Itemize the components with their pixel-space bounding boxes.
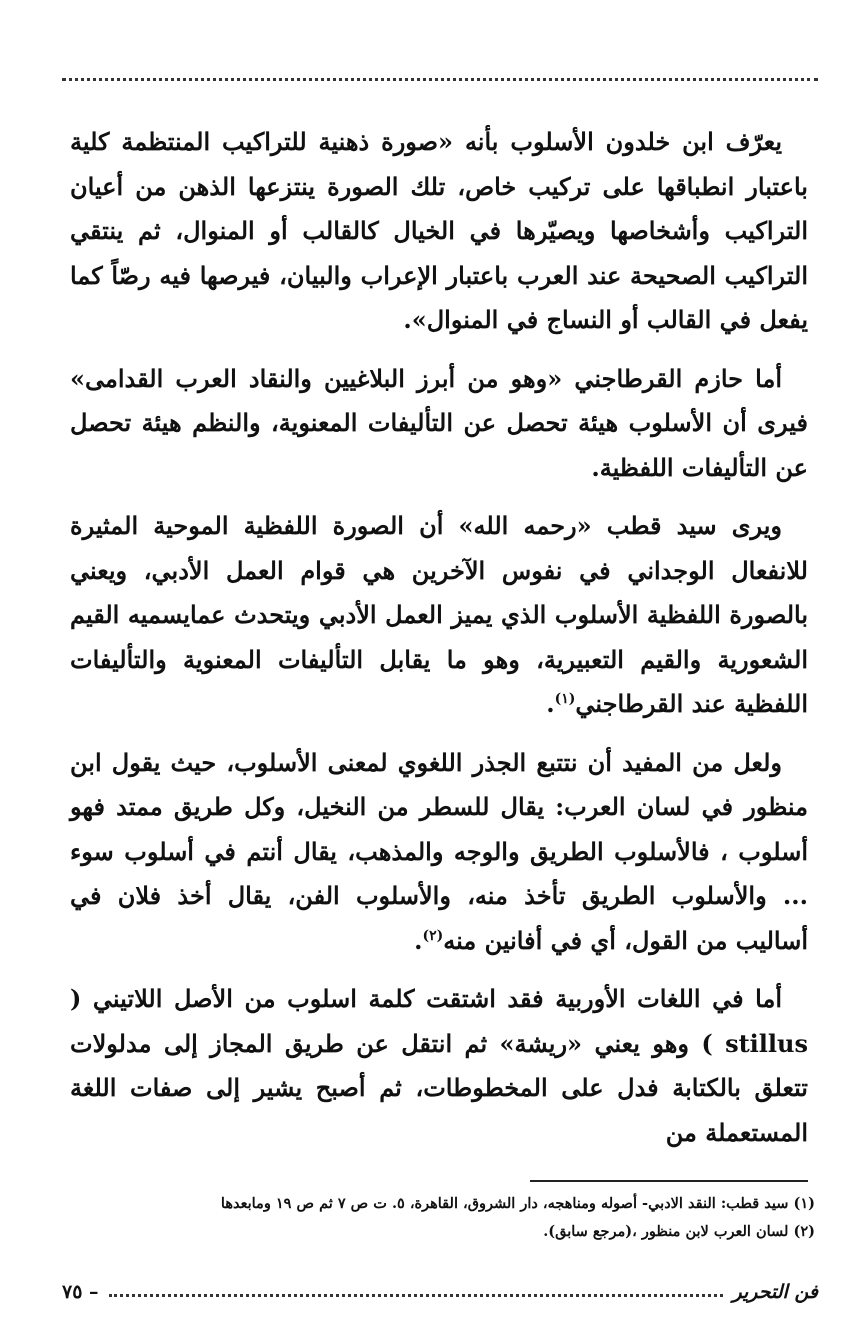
paragraph-3: ويرى سيد قطب «رحمه الله» أن الصورة اللفظية الموحية المثيرة للانفعال الوجداني في نفوس الآخرين هي قوام العمل الأدبي، ويعني بالصورة اللفظية الأسلوب الذي يميز العمل الأدبي ويتحدث عمايسميه القيم الشعورية والقيم التعبيرية، وهو ما يقابل التأليفات المعنوية والتأليفات اللفظية عند القرطاجني$^{(١)}$.	[70, 511, 808, 718]
page-footer	[62, 1277, 818, 1307]
paragraph-5: أما في اللغات الأوربية فقد اشتقت كلمة اسلوب من الأصل اللاتيني ( stillus ) وهو يعني «ريشة» ثم انتقل عن طريق المجاز إلى مدلولات تتعلق بالكتابة فدل على المخطوطات، ثم أصبح يشير إلى صفات اللغة المستعملة من	[70, 984, 808, 1147]
main-text	[70, 120, 808, 1169]
paragraph-2: أما حازم القرطاجني «وهو من أبرز البلاغيين والنقاد العرب القدامى» فيرى أن الأسلوب هيئة تحصل عن التأليفات المعنوية، والنظم هيئة تحصل عن التأليفات اللفظية.	[70, 363, 808, 482]
paragraph-4: ولعل من المفيد أن نتتبع الجذر اللغوي لمعنى الأسلوب، حيث يقول ابن منظور في لسان العرب: يقال للسطر من النخيل، وكل طريق ممتد فهو أسلوب ، فالأسلوب الطريق والوجه والمذهب، يقال أنتم في أسلوب سوء ... والأسلوب الطريق تأخذ منه، والأسلوب الفن، يقال أخذ فلان في أساليب من القول، أي في أفانين منه$^{(٢)}$.	[70, 747, 808, 955]
book-title: فن التحرير	[732, 1281, 818, 1303]
footnote-1: (١) سيد قطب: النقد الادبي- أصوله ومناهجه، دار الشروق، القاهرة، ٥. ت ص ٧ ثم ص ١٩ ومابعدها	[220, 1195, 815, 1212]
footnote-separator	[530, 1180, 808, 1182]
page-number: – ٧٥	[62, 1281, 99, 1303]
top-dotted-rule	[62, 78, 818, 81]
footnote-2: (٢) لسان العرب لابن منظور ،(مرجع سابق).	[543, 1223, 815, 1240]
footnotes	[70, 1190, 815, 1246]
footnote-ref-2: (٢)	[422, 927, 444, 944]
paragraph-1: يعرّف ابن خلدون الأسلوب بأنه «صورة ذهنية للتراكيب المنتظمة كلية باعتبار انطباقها على تركيب خاص، تلك الصورة ينتزعها الذهن من أعيان التراكيب وأشخاصها ويصيّرها في الخيال كالقالب أو المنوال، ثم ينتقي التراكيب الصحيحة عند العرب باعتبار الإعراب والبيان، فيرصها فيه رصّاً كما يفعل في القالب أو النساج في المنوال».	[70, 127, 808, 334]
footnote-ref-1: (١)	[554, 691, 576, 707]
footer-dotted-rule	[109, 1294, 723, 1297]
